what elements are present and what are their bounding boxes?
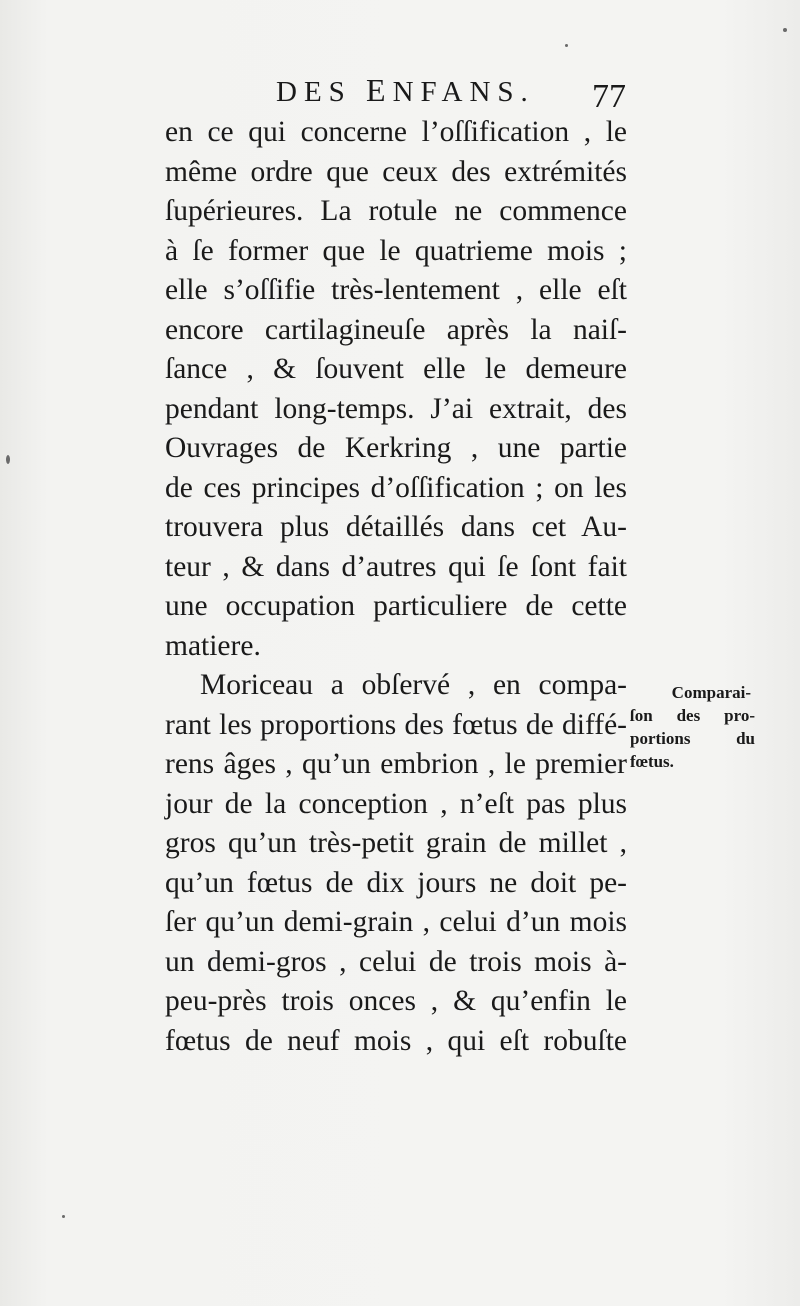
text-line: un demi-gros , celui de trois mois à- xyxy=(165,945,627,978)
margin-note-line: Comparai- xyxy=(671,683,751,702)
text-line: même ordre que ceux des extrémités xyxy=(165,155,627,188)
text-line: de ces principes d’oſſification ; on les xyxy=(165,471,627,504)
text-line: gros qu’un très-petit grain de millet , xyxy=(165,827,627,859)
text-line: pendant long-temps. J’ai extrait, des xyxy=(165,392,627,425)
text-line: qu’un fœtus de dix jours ne doit pe- xyxy=(165,866,627,899)
text-line: peu-près trois onces , & qu’enfin le xyxy=(165,985,627,1017)
margin-note-line: ſon des pro- xyxy=(630,706,755,725)
running-head xyxy=(276,72,535,109)
text-line: teur , & dans d’autres qui ſe ſont fait xyxy=(165,550,627,583)
text-line: ſance , & ſouvent elle le demeure xyxy=(165,353,627,385)
text-line: ſupérieures. La rotule ne commence xyxy=(165,195,627,227)
text-line: ſer qu’un demi-grain , celui d’un mois xyxy=(165,906,627,938)
running-head-des: DES xyxy=(276,76,352,108)
margin-note-line: portions du xyxy=(630,729,755,748)
text-line: encore cartilagineuſe après la naiſ- xyxy=(165,313,627,346)
text-line: Ouvrages de Kerkring , une partie xyxy=(165,432,627,464)
paragraph-end-line: matiere. xyxy=(165,629,261,662)
paper-speck xyxy=(62,1215,65,1218)
paper-speck xyxy=(6,455,10,464)
text-line: en ce qui concerne l’oſſification , le xyxy=(165,116,627,148)
text-line: fœtus de neuf mois , qui eſt robuſte xyxy=(165,1024,627,1057)
text-line: elle s’oſſifie très-lentement , elle eſt xyxy=(165,274,627,306)
paragraph-start-line: Moriceau a obſervé , en compa- xyxy=(200,669,627,701)
margin-note xyxy=(630,681,755,773)
text-line: rens âges , qu’un embrion , le premier xyxy=(165,748,627,780)
body-text xyxy=(165,113,627,1061)
text-line: une occupation particuliere de cette xyxy=(165,590,627,622)
text-line: à ſe former que le quatrieme mois ; xyxy=(165,234,627,267)
text-line: jour de la conception , n’eſt pas plus xyxy=(165,787,627,820)
page-number: 77 xyxy=(592,78,626,115)
text-line: rant les proportions des fœtus de diffé- xyxy=(165,708,627,741)
paper-speck xyxy=(565,44,568,47)
margin-note-line: fœtus. xyxy=(630,752,674,771)
running-head-rest: NFANS. xyxy=(392,76,535,108)
running-head-initial: E xyxy=(366,72,393,108)
paper-speck xyxy=(783,28,787,32)
text-line: trouvera plus détaillés dans cet Au- xyxy=(165,511,627,543)
